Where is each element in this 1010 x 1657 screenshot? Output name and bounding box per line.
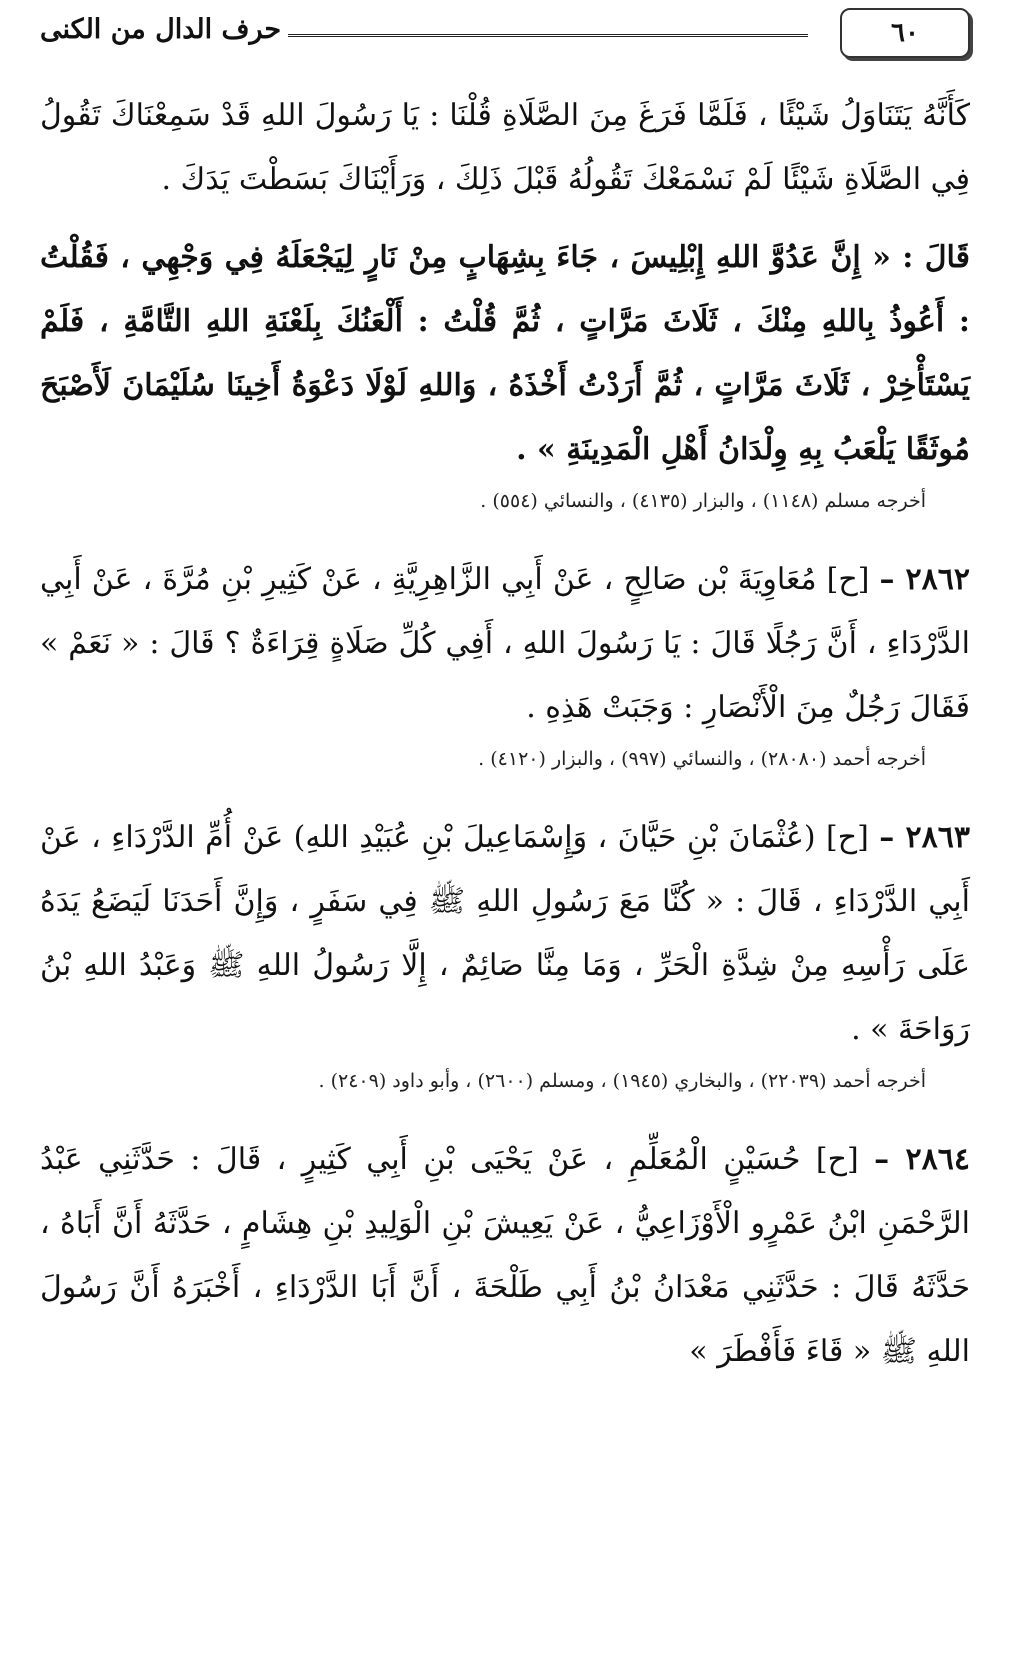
hadith-body: [ح] (عُثْمَانَ بْنِ حَيَّانَ ، وَإِسْمَاعِيلَ بْنِ عُبَيْدِ اللهِ) عَنْ أُمِّ الدَّرْدَاءِ ، عَنْ أَبِي الدَّرْدَاءِ ، قَالَ : « كُنَّا مَعَ رَسُولِ اللهِ ﷺ فِي سَفَرٍ ، وَإِنَّ أَحَدَنَا لَيَضَعُ يَدَهُ عَلَى رَأْسِهِ مِنْ شِدَّةِ الْحَرِّ ، وَمَا مِنَّا صَائِمٌ ، إِلَّا رَسُولُ اللهِ ﷺ وَعَبْدُ اللهِ بْنُ رَوَاحَةَ » . bbox=[40, 820, 970, 1047]
hadith-text bbox=[40, 548, 970, 740]
source-citation: أخرجه مسلم (١١٤٨) ، والبزار (٤١٣٥) ، والنسائي (٥٥٤) . bbox=[480, 490, 926, 512]
source-citation: أخرجه أحمد (٢٢٠٣٩) ، والبخاري (١٩٤٥) ، ومسلم (٢٦٠٠) ، وأبو داود (٢٤٠٩) . bbox=[318, 1070, 926, 1092]
hadith-number: ٢٨٦٤ – bbox=[874, 1142, 970, 1177]
page-content bbox=[40, 84, 970, 1384]
hadith-body: [ح] مُعَاوِيَةَ بْن صَالِحٍ ، عَنْ أَبِي الزَّاهِرِيَّةِ ، عَنْ كَثِيرِ بْنِ مُرَّةَ ، عَنْ أَبِي الدَّرْدَاءِ ، أَنَّ رَجُلًا قَالَ : يَا رَسُولَ اللهِ ، أَفِي كُلِّ صَلَاةٍ قِرَاءَةٌ ؟ قَالَ : « نَعَمْ » فَقَالَ رَجُلٌ مِنَ الْأَنْصَارِ : وَجَبَتْ هَذِهِ . bbox=[40, 562, 970, 725]
running-title: حرف الدال من الكنى bbox=[40, 14, 282, 45]
hadith-number: ٢٨٦٢ – bbox=[879, 562, 970, 597]
hadith-text bbox=[40, 806, 970, 1062]
hadith-2864 bbox=[40, 1128, 970, 1384]
intro-paragraph: كَأَنَّهُ يَتَنَاوَلُ شَيْئًا ، فَلَمَّا فَرَغَ مِنَ الصَّلَاةِ قُلْنَا : يَا رَسُولَ اللهِ قَدْ سَمِعْنَاكَ تَقُولُ فِي الصَّلَاةِ شَيْئًا لَمْ نَسْمَعْكَ تَقُولُهُ قَبْلَ ذَلِكَ ، وَرَأَيْنَاكَ بَسَطْتَ يَدَكَ . bbox=[40, 98, 970, 197]
hadith-2863 bbox=[40, 806, 970, 1098]
hadith-2862 bbox=[40, 548, 970, 776]
header-rule bbox=[288, 34, 808, 37]
page-number: ٦٠ bbox=[891, 18, 919, 48]
prophet-speech: قَالَ : « إِنَّ عَدُوَّ اللهِ إِبْلِيسَ ، جَاءَ بِشِهَابٍ مِنْ نَارٍ لِيَجْعَلَهُ فِي وَجْهِي ، فَقُلْتُ : أَعُوذُ بِاللهِ مِنْكَ ، ثَلَاثَ مَرَّاتٍ ، ثُمَّ قُلْتُ : أَلْعَنُكَ بِلَعْنَةِ اللهِ التَّامَّةِ ، فَلَمْ يَسْتَأْخِرْ ، ثَلَاثَ مَرَّاتٍ ، ثُمَّ أَرَدْتُ أَخْذَهُ ، وَاللهِ لَوْلَا دَعْوَةُ أَخِينَا سُلَيْمَانَ لَأَصْبَحَ مُوثَقًا يَلْعَبُ بِهِ وِلْدَانُ أَهْلِ الْمَدِينَةِ » . bbox=[40, 240, 970, 467]
hadith-text bbox=[40, 1128, 970, 1384]
hadith-number: ٢٨٦٣ – bbox=[879, 820, 970, 855]
hadith-body: [ح] حُسَيْنٍ الْمُعَلِّمِ ، عَنْ يَحْيَى بْنِ أَبِي كَثِيرٍ ، قَالَ : حَدَّثَنِي عَبْدُ الرَّحْمَنِ ابْنُ عَمْرٍو الْأَوْزَاعِيُّ ، عَنْ يَعِيشَ بْنِ الْوَلِيدِ بْنِ هِشَامٍ ، حَدَّثَهُ أَنَّ أَبَاهُ ، حَدَّثَهُ قَالَ : حَدَّثَنِي مَعْدَانُ بْنُ أَبِي طَلْحَةَ ، أَنَّ أَبَا الدَّرْدَاءِ ، أَخْبَرَهُ أَنَّ رَسُولَ اللهِ ﷺ « قَاءَ فَأَفْطَرَ » bbox=[40, 1142, 970, 1369]
page-header bbox=[40, 8, 970, 58]
source-citation: أخرجه أحمد (٢٨٠٨٠) ، والنسائي (٩٩٧) ، والبزار (٤١٢٠) . bbox=[478, 748, 926, 770]
page-number-box bbox=[840, 8, 970, 58]
